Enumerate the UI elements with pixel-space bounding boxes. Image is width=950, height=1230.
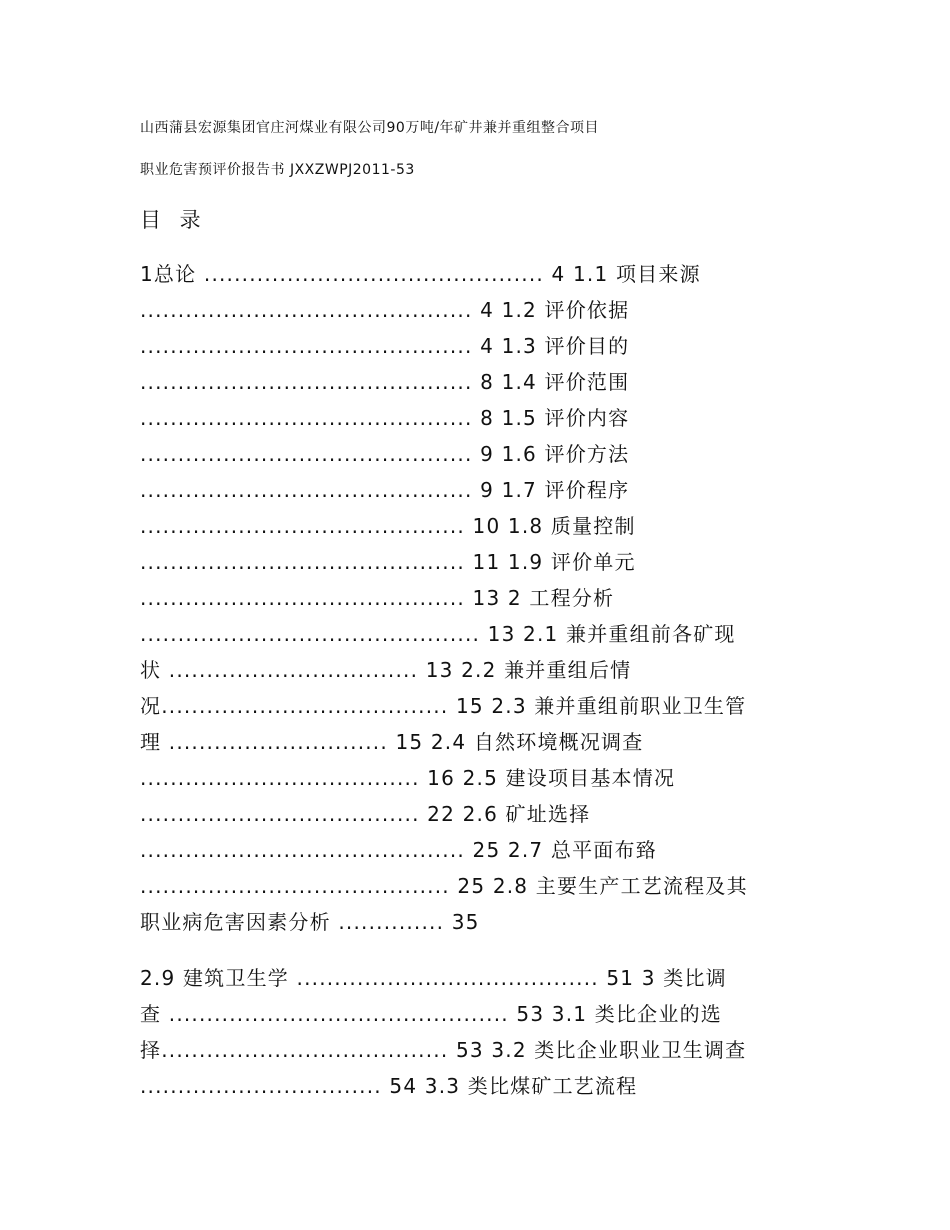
toc-line: 状 ................................. 13 2.2 兼并重组后情 [140, 658, 632, 682]
toc-line: ............................................ 9 1.7 评价程序 [140, 478, 630, 502]
toc-line: ................................ 54 3.3 类比煤矿工艺流程 [140, 1074, 638, 1098]
toc-line: ......................................... 25 2.8 主要生产工艺流程及其 [140, 874, 748, 898]
report-project-title: 山西蒲县宏源集团官庄河煤业有限公司90万吨/年矿井兼并重组整合项目 [140, 120, 600, 136]
toc-line: ........................................... 10 1.8 质量控制 [140, 514, 636, 538]
toc-line: ............................................ 8 1.5 评价内容 [140, 406, 630, 430]
toc-line: 理 ............................. 15 2.4 自然环境概况调查 [140, 730, 644, 754]
toc-line: 择...................................... 53 3.2 类比企业职业卫生调查 [140, 1038, 747, 1062]
toc-line: 况...................................... 15 2.3 兼并重组前职业卫生管 [140, 694, 747, 718]
toc-line: ........................................... 13 2 工程分析 [140, 586, 615, 610]
toc-line: ........................................... 11 1.9 评价单元 [140, 550, 636, 574]
toc-line: ..................................... 22 2.6 矿址选择 [140, 802, 591, 826]
toc-line: 职业病危害因素分析 .............. 35 [140, 910, 480, 934]
toc-line: 查 ............................................. 53 3.1 类比企业的选 [140, 1002, 722, 1026]
toc-line: ............................................ 9 1.6 评价方法 [140, 442, 630, 466]
toc-line: ............................................ 8 1.4 评价范围 [140, 370, 630, 394]
toc-line: ............................................ 4 1.3 评价目的 [140, 334, 630, 358]
toc-line: 1总论 ............................................. 4 1.1 项目来源 [140, 262, 701, 286]
report-document-code: 职业危害预评价报告书 JXXZWPJ2011-53 [140, 162, 415, 178]
toc-line: ............................................. 13 2.1 兼并重组前各矿现 [140, 622, 736, 646]
toc-heading: 目 录 [140, 208, 207, 232]
toc-line: ............................................ 4 1.2 评价依据 [140, 298, 630, 322]
toc-line: ........................................... 25 2.7 总平面布臵 [140, 838, 657, 862]
toc-line: ..................................... 16 2.5 建设项目基本情况 [140, 766, 676, 790]
toc-line: 2.9 建筑卫生学 ........................................ 51 3 类比调 [140, 966, 727, 990]
